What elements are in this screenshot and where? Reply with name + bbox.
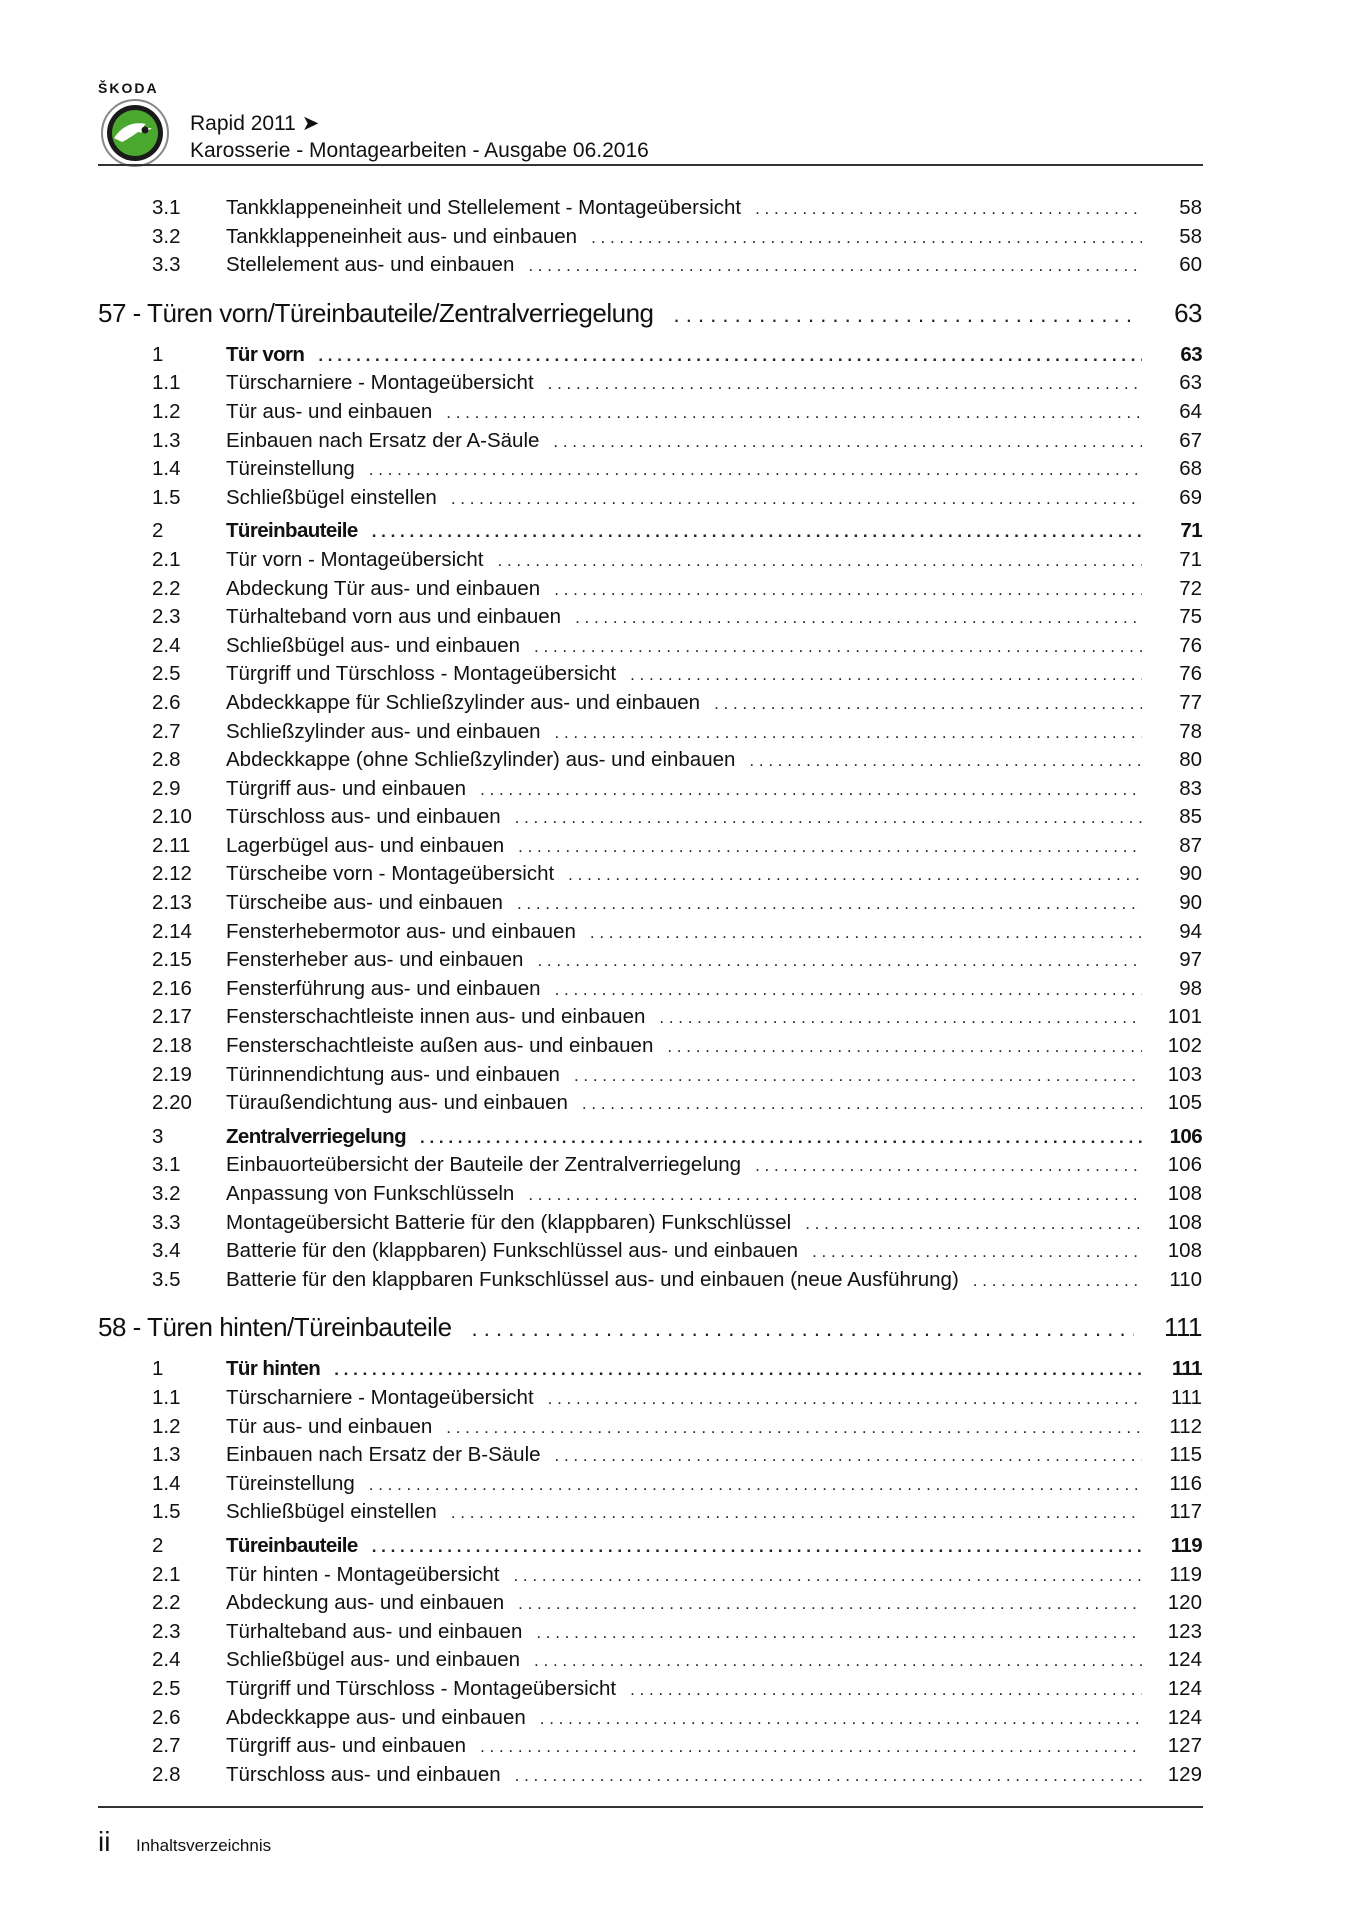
toc-entry[interactable] bbox=[98, 920, 1202, 949]
toc-entry-number: 2.15 bbox=[152, 948, 192, 972]
toc-entry-title: Abdeckung aus- und einbauen bbox=[226, 1591, 505, 1615]
dot-leader bbox=[369, 460, 1142, 480]
dot-leader bbox=[480, 780, 1142, 800]
toc-entry-page: 90 bbox=[1179, 891, 1202, 915]
toc-entry-page: 80 bbox=[1179, 748, 1202, 772]
toc-entry-page: 115 bbox=[1169, 1443, 1202, 1467]
toc-entry-title: 57 - Türen vorn/Türeinbauteile/Zentralverriegelung bbox=[98, 297, 654, 328]
dot-leader bbox=[446, 1418, 1142, 1438]
toc-entry-title: Türeinbauteile bbox=[226, 1533, 358, 1557]
toc-entry-title: Tankklappeneinheit und Stellelement - Montageübersicht bbox=[226, 196, 742, 219]
dot-leader bbox=[568, 865, 1142, 885]
toc-entry-title: Schließbügel einstellen bbox=[226, 1500, 437, 1524]
toc-entry-title: Stellelement aus- und einbauen bbox=[226, 253, 515, 277]
toc-entry-number: 2.18 bbox=[152, 1034, 192, 1058]
toc-entry[interactable] bbox=[98, 457, 1202, 486]
toc-entry-title: Abdeckkappe aus- und einbauen bbox=[226, 1705, 526, 1729]
toc-entry[interactable] bbox=[98, 1648, 1202, 1677]
toc-entry-number: 1 bbox=[152, 1357, 164, 1381]
dot-leader bbox=[472, 1316, 1134, 1342]
toc-entry-title: Fensterheber aus- und einbauen bbox=[226, 948, 524, 972]
dot-leader bbox=[630, 1680, 1142, 1700]
toc-entry-number: 1.2 bbox=[152, 1414, 181, 1438]
dot-leader bbox=[515, 808, 1142, 828]
dot-leader bbox=[420, 1128, 1142, 1148]
toc-entry-page: 123 bbox=[1167, 1619, 1202, 1643]
toc-entry-number: 2.17 bbox=[152, 1005, 192, 1029]
toc-entry-title: Türscheibe vorn - Montageübersicht bbox=[226, 862, 555, 886]
toc-entry-page: 117 bbox=[1169, 1500, 1202, 1524]
toc-entry[interactable] bbox=[98, 253, 1202, 282]
toc-entry[interactable] bbox=[98, 1763, 1202, 1792]
toc-entry-title: Einbauorteübersicht der Bauteile der Zentralverriegelung bbox=[226, 1153, 742, 1177]
toc-entry-page: 111 bbox=[1163, 1312, 1202, 1343]
toc-entry-page: 78 bbox=[1179, 719, 1202, 743]
toc-entry-title: Türgriff und Türschloss - Montageübersicht bbox=[226, 1676, 617, 1700]
toc-section-entry[interactable] bbox=[98, 1534, 1202, 1563]
toc-entry-page: 129 bbox=[1167, 1762, 1202, 1786]
toc-entry-number: 1.2 bbox=[152, 399, 181, 423]
toc-section-entry[interactable] bbox=[98, 1357, 1202, 1386]
toc-entry-title: Abdeckung Tür aus- und einbauen bbox=[226, 576, 541, 600]
dot-leader bbox=[630, 665, 1142, 685]
dot-leader bbox=[555, 723, 1142, 743]
dot-leader bbox=[674, 302, 1134, 328]
toc-entry[interactable] bbox=[98, 548, 1202, 577]
toc-entry-page: 98 bbox=[1179, 976, 1202, 1000]
toc-entry-number: 2.5 bbox=[152, 1676, 181, 1700]
toc-entry-page: 106 bbox=[1167, 1153, 1202, 1177]
toc-entry-page: 111 bbox=[1170, 1385, 1202, 1409]
dot-leader bbox=[372, 522, 1142, 542]
toc-entry-title: Einbauen nach Ersatz der B-Säule bbox=[226, 1443, 541, 1467]
toc-entry-title: Tür aus- und einbauen bbox=[226, 399, 433, 423]
toc-entry[interactable] bbox=[98, 1415, 1202, 1444]
toc-entry-page: 116 bbox=[1169, 1471, 1202, 1495]
toc-entry-page: 63 bbox=[1174, 297, 1202, 328]
toc-entry-number: 2.7 bbox=[152, 1734, 181, 1758]
dot-leader bbox=[528, 256, 1142, 276]
toc-entry-number: 2.6 bbox=[152, 690, 181, 714]
toc-entry[interactable] bbox=[98, 1591, 1202, 1620]
toc-entry-number: 3.1 bbox=[152, 196, 181, 219]
dot-leader bbox=[513, 1566, 1142, 1586]
dot-leader bbox=[498, 551, 1142, 571]
toc-entry-page: 68 bbox=[1179, 457, 1202, 481]
toc-section-entry[interactable] bbox=[98, 1125, 1202, 1154]
toc-entry-title: Lagerbügel aus- und einbauen bbox=[226, 833, 505, 857]
dot-leader bbox=[973, 1271, 1142, 1291]
toc-entry-title: Fensterführung aus- und einbauen bbox=[226, 976, 541, 1000]
toc-entry-title: Türgriff und Türschloss - Montageübersicht bbox=[226, 662, 617, 686]
dot-leader bbox=[534, 637, 1142, 657]
dot-leader bbox=[536, 1623, 1142, 1643]
document-title: Rapid 2011 ➤ bbox=[190, 112, 320, 135]
toc-entry[interactable] bbox=[98, 748, 1202, 777]
toc-entry-page: 63 bbox=[1180, 342, 1202, 366]
toc-entry-number: 2.1 bbox=[152, 547, 181, 571]
toc-entry-title: Fensterhebermotor aus- und einbauen bbox=[226, 919, 576, 943]
toc-entry-title: Türscharniere - Montageübersicht bbox=[226, 1385, 534, 1409]
brand-wordmark: ŠKODA bbox=[98, 80, 159, 96]
toc-entry-title: Türaußendichtung aus- und einbauen bbox=[226, 1091, 568, 1115]
toc-entry-number: 3.3 bbox=[152, 253, 181, 277]
toc-entry[interactable] bbox=[98, 1706, 1202, 1735]
toc-entry-number: 2.13 bbox=[152, 891, 192, 915]
dot-leader bbox=[518, 837, 1142, 857]
toc-entry-page: 119 bbox=[1170, 1533, 1202, 1557]
toc-entry-title: Fensterschachtleiste innen aus- und einbauen bbox=[226, 1005, 646, 1029]
toc-entry-page: 112 bbox=[1169, 1414, 1202, 1438]
toc-entry-number: 2 bbox=[152, 1533, 164, 1557]
toc-entry[interactable] bbox=[98, 1443, 1202, 1472]
toc-entry-title: Tür vorn bbox=[226, 342, 305, 366]
toc-entry-number: 3.4 bbox=[152, 1239, 181, 1263]
toc-entry-number: 2.8 bbox=[152, 748, 181, 772]
dot-leader bbox=[555, 980, 1142, 1000]
dot-leader bbox=[667, 1037, 1142, 1057]
toc-entry-number: 1.5 bbox=[152, 1500, 181, 1524]
toc-entry-title: Türgriff aus- und einbauen bbox=[226, 1734, 467, 1758]
toc-entry-number: 2.20 bbox=[152, 1091, 192, 1115]
dot-leader bbox=[372, 1537, 1142, 1557]
toc-entry[interactable] bbox=[98, 1386, 1202, 1415]
dot-leader bbox=[528, 1185, 1142, 1205]
toc-entry-title: Türeinstellung bbox=[226, 1471, 355, 1495]
toc-entry-page: 64 bbox=[1179, 399, 1202, 423]
dot-leader bbox=[515, 1766, 1142, 1786]
toc-entry-title: Zentralverriegelung bbox=[226, 1124, 406, 1148]
toc-entry-page: 102 bbox=[1167, 1034, 1202, 1058]
dot-leader bbox=[812, 1242, 1142, 1262]
toc-entry[interactable] bbox=[98, 720, 1202, 749]
toc-chapter-entry[interactable] bbox=[98, 1312, 1202, 1352]
toc-entry[interactable] bbox=[98, 1563, 1202, 1592]
toc-entry-page: 85 bbox=[1179, 805, 1202, 829]
toc-entry-number: 3.3 bbox=[152, 1210, 181, 1234]
toc-entry-number: 1.1 bbox=[152, 371, 181, 395]
toc-entry-title: Türhalteband vorn aus und einbauen bbox=[226, 605, 562, 629]
toc-entry-number: 1.4 bbox=[152, 457, 181, 481]
dot-leader bbox=[518, 1594, 1142, 1614]
dot-leader bbox=[805, 1214, 1142, 1234]
toc-entry-title: Türeinbauteile bbox=[226, 519, 358, 543]
dot-leader bbox=[591, 228, 1142, 248]
dot-leader bbox=[590, 923, 1142, 943]
toc-entry-title: Montageübersicht Batterie für den (klappbaren) Funkschlüssel bbox=[226, 1210, 792, 1234]
toc-entry[interactable] bbox=[98, 1005, 1202, 1034]
toc-entry-number: 2.4 bbox=[152, 633, 181, 657]
toc-entry-page: 69 bbox=[1179, 485, 1202, 509]
dot-leader bbox=[318, 346, 1142, 366]
dot-leader bbox=[480, 1737, 1142, 1757]
toc-entry-page: 71 bbox=[1180, 519, 1202, 543]
toc-entry-title: Tür aus- und einbauen bbox=[226, 1414, 433, 1438]
toc-entry-page: 76 bbox=[1179, 662, 1202, 686]
toc-entry-number: 2.16 bbox=[152, 976, 192, 1000]
toc-entry-number: 1.3 bbox=[152, 428, 181, 452]
toc-entry[interactable] bbox=[98, 577, 1202, 606]
toc-entry-title: 58 - Türen hinten/Türeinbauteile bbox=[98, 1312, 452, 1343]
dot-leader bbox=[537, 951, 1142, 971]
toc-entry-page: 110 bbox=[1169, 1267, 1202, 1291]
toc-entry[interactable] bbox=[98, 1239, 1202, 1268]
toc-entry-page: 124 bbox=[1167, 1705, 1202, 1729]
table-of-contents bbox=[98, 196, 1202, 1791]
toc-entry-number: 2.5 bbox=[152, 662, 181, 686]
toc-entry-page: 108 bbox=[1167, 1239, 1202, 1263]
toc-entry-title: Batterie für den (klappbaren) Funkschlüssel aus- und einbauen bbox=[226, 1239, 799, 1263]
toc-entry[interactable] bbox=[98, 1620, 1202, 1649]
toc-entry-title: Schließbügel aus- und einbauen bbox=[226, 633, 521, 657]
toc-entry[interactable] bbox=[98, 948, 1202, 977]
toc-entry-number: 2.8 bbox=[152, 1762, 181, 1786]
toc-entry-number: 3.2 bbox=[152, 224, 181, 248]
toc-entry-number: 2.12 bbox=[152, 862, 192, 886]
dot-leader bbox=[554, 580, 1142, 600]
toc-entry-title: Tankklappeneinheit aus- und einbauen bbox=[226, 224, 578, 248]
dot-leader bbox=[574, 1066, 1142, 1086]
toc-entry-title: Türscharniere - Montageübersicht bbox=[226, 371, 534, 395]
dot-leader bbox=[451, 1503, 1142, 1523]
toc-entry[interactable] bbox=[98, 225, 1202, 254]
toc-entry-title: Tür hinten - Montageübersicht bbox=[226, 1562, 500, 1586]
toc-entry-title: Schließbügel einstellen bbox=[226, 485, 437, 509]
toc-entry-number: 1 bbox=[152, 342, 164, 366]
toc-entry-page: 101 bbox=[1167, 1005, 1202, 1029]
toc-section-entry[interactable] bbox=[98, 343, 1202, 372]
toc-entry-number: 2 bbox=[152, 519, 164, 543]
page-header bbox=[0, 0, 1357, 170]
toc-entry-page: 63 bbox=[1179, 371, 1202, 395]
toc-entry-number: 2.10 bbox=[152, 805, 192, 829]
dot-leader bbox=[517, 894, 1142, 914]
dot-leader bbox=[749, 751, 1142, 771]
dot-leader bbox=[548, 1389, 1142, 1409]
footer-page-number: ii bbox=[98, 1826, 111, 1857]
toc-entry-page: 67 bbox=[1179, 428, 1202, 452]
toc-entry-number: 2.14 bbox=[152, 919, 192, 943]
toc-entry[interactable] bbox=[98, 1268, 1202, 1297]
skoda-logo-icon bbox=[100, 98, 170, 168]
toc-entry[interactable] bbox=[98, 400, 1202, 429]
toc-entry-number: 2.2 bbox=[152, 1591, 181, 1615]
toc-entry[interactable] bbox=[98, 371, 1202, 400]
toc-entry[interactable] bbox=[98, 891, 1202, 920]
toc-entry[interactable] bbox=[98, 1063, 1202, 1092]
toc-entry-page: 87 bbox=[1179, 833, 1202, 857]
toc-entry[interactable] bbox=[98, 1211, 1202, 1240]
toc-entry-title: Schließbügel aus- und einbauen bbox=[226, 1648, 521, 1672]
toc-entry-title: Türschloss aus- und einbauen bbox=[226, 805, 501, 829]
toc-entry[interactable] bbox=[98, 196, 1202, 225]
toc-entry-title: Fensterschachtleiste außen aus- und einbauen bbox=[226, 1034, 654, 1058]
toc-entry-number: 1.3 bbox=[152, 1443, 181, 1467]
toc-entry-page: 124 bbox=[1167, 1676, 1202, 1700]
toc-entry-page: 60 bbox=[1179, 253, 1202, 277]
toc-entry-number: 1.5 bbox=[152, 485, 181, 509]
toc-entry-page: 111 bbox=[1171, 1357, 1202, 1381]
toc-entry[interactable] bbox=[98, 486, 1202, 515]
toc-entry-title: Türinnendichtung aus- und einbauen bbox=[226, 1062, 560, 1086]
dot-leader bbox=[555, 1446, 1142, 1466]
toc-entry[interactable] bbox=[98, 862, 1202, 891]
toc-entry[interactable] bbox=[98, 691, 1202, 720]
toc-entry-number: 1.4 bbox=[152, 1471, 181, 1495]
toc-entry[interactable] bbox=[98, 1153, 1202, 1182]
toc-entry-title: Abdeckkappe für Schließzylinder aus- und einbauen bbox=[226, 690, 701, 714]
toc-entry-number: 2.7 bbox=[152, 719, 181, 743]
toc-entry-page: 120 bbox=[1167, 1591, 1202, 1615]
toc-entry-title: Batterie für den klappbaren Funkschlüssel aus- und einbauen (neue Ausführung) bbox=[226, 1267, 959, 1291]
toc-entry-number: 2.11 bbox=[152, 833, 191, 857]
dot-leader bbox=[334, 1360, 1142, 1380]
toc-entry-title: Türeinstellung bbox=[226, 457, 355, 481]
dot-leader bbox=[369, 1475, 1142, 1495]
toc-entry[interactable] bbox=[98, 1034, 1202, 1063]
toc-entry-page: 83 bbox=[1179, 776, 1202, 800]
toc-entry-page: 77 bbox=[1179, 690, 1202, 714]
dot-leader bbox=[451, 489, 1142, 509]
dot-leader bbox=[548, 374, 1142, 394]
toc-entry-page: 105 bbox=[1167, 1091, 1202, 1115]
toc-entry[interactable] bbox=[98, 1734, 1202, 1763]
dot-leader bbox=[534, 1651, 1142, 1671]
dot-leader bbox=[659, 1008, 1142, 1028]
toc-entry-number: 2.6 bbox=[152, 1705, 181, 1729]
toc-entry-page: 103 bbox=[1167, 1062, 1202, 1086]
toc-entry-page: 119 bbox=[1169, 1562, 1202, 1586]
toc-entry-title: Türhalteband aus- und einbauen bbox=[226, 1619, 523, 1643]
toc-entry-page: 106 bbox=[1169, 1124, 1202, 1148]
toc-entry-number: 3.5 bbox=[152, 1267, 181, 1291]
toc-entry-page: 90 bbox=[1179, 862, 1202, 886]
toc-entry[interactable] bbox=[98, 834, 1202, 863]
footer-divider bbox=[98, 1806, 1203, 1808]
toc-entry-page: 71 bbox=[1179, 547, 1202, 571]
dot-leader bbox=[755, 1156, 1142, 1176]
footer-label: Inhaltsverzeichnis bbox=[136, 1836, 272, 1855]
toc-entry-title: Abdeckkappe (ohne Schließzylinder) aus- und einbauen bbox=[226, 748, 736, 772]
toc-entry-number: 2.4 bbox=[152, 1648, 181, 1672]
toc-entry[interactable] bbox=[98, 662, 1202, 691]
toc-entry-title: Türgriff aus- und einbauen bbox=[226, 776, 467, 800]
dot-leader bbox=[582, 1094, 1142, 1114]
dot-leader bbox=[540, 1709, 1142, 1729]
toc-chapter-entry[interactable] bbox=[98, 298, 1202, 338]
toc-entry-page: 58 bbox=[1179, 196, 1202, 219]
toc-entry-page: 108 bbox=[1167, 1182, 1202, 1205]
toc-entry-title: Tür vorn - Montageübersicht bbox=[226, 547, 484, 571]
toc-entry-title: Türscheibe aus- und einbauen bbox=[226, 891, 503, 915]
toc-entry-page: 124 bbox=[1167, 1648, 1202, 1672]
toc-entry[interactable] bbox=[98, 777, 1202, 806]
toc-entry-number: 2.19 bbox=[152, 1062, 192, 1086]
toc-entry[interactable] bbox=[98, 1500, 1202, 1529]
toc-entry-number: 3 bbox=[152, 1124, 164, 1148]
toc-entry-page: 58 bbox=[1179, 224, 1202, 248]
toc-entry[interactable] bbox=[98, 634, 1202, 663]
dot-leader bbox=[446, 403, 1142, 423]
toc-entry-number: 3.1 bbox=[152, 1153, 181, 1177]
toc-entry-page: 127 bbox=[1167, 1734, 1202, 1758]
toc-entry-page: 97 bbox=[1179, 948, 1202, 972]
toc-entry-title: Tür hinten bbox=[226, 1357, 321, 1381]
toc-entry-page: 72 bbox=[1179, 576, 1202, 600]
toc-entry-number: 2.1 bbox=[152, 1562, 181, 1586]
toc-entry[interactable] bbox=[98, 1677, 1202, 1706]
document-subtitle: Karosserie - Montagearbeiten - Ausgabe 06.2016 bbox=[190, 139, 649, 162]
toc-entry-page: 75 bbox=[1179, 605, 1202, 629]
toc-entry-title: Türschloss aus- und einbauen bbox=[226, 1762, 501, 1786]
toc-entry[interactable] bbox=[98, 805, 1202, 834]
toc-entry-number: 2.9 bbox=[152, 776, 181, 800]
toc-entry-page: 94 bbox=[1179, 919, 1202, 943]
dot-leader bbox=[553, 432, 1142, 452]
toc-entry-page: 108 bbox=[1167, 1210, 1202, 1234]
dot-leader bbox=[714, 694, 1142, 714]
toc-entry[interactable] bbox=[98, 605, 1202, 634]
toc-entry[interactable] bbox=[98, 977, 1202, 1006]
toc-section-entry[interactable] bbox=[98, 519, 1202, 548]
toc-entry-number: 1.1 bbox=[152, 1385, 181, 1409]
toc-entry[interactable] bbox=[98, 1091, 1202, 1120]
header-divider bbox=[98, 164, 1203, 166]
toc-entry[interactable] bbox=[98, 429, 1202, 458]
toc-entry-number: 2.3 bbox=[152, 605, 181, 629]
toc-entry-title: Anpassung von Funkschlüsseln bbox=[226, 1182, 515, 1205]
toc-entry-number: 3.2 bbox=[152, 1182, 181, 1205]
dot-leader bbox=[575, 608, 1142, 628]
toc-entry-title: Einbauen nach Ersatz der A-Säule bbox=[226, 428, 540, 452]
toc-entry-page: 76 bbox=[1179, 633, 1202, 657]
toc-entry[interactable] bbox=[98, 1472, 1202, 1501]
toc-entry-number: 2.3 bbox=[152, 1619, 181, 1643]
toc-entry[interactable] bbox=[98, 1182, 1202, 1211]
dot-leader bbox=[755, 199, 1142, 219]
toc-entry-number: 2.2 bbox=[152, 576, 181, 600]
toc-entry-title: Schließzylinder aus- und einbauen bbox=[226, 719, 541, 743]
